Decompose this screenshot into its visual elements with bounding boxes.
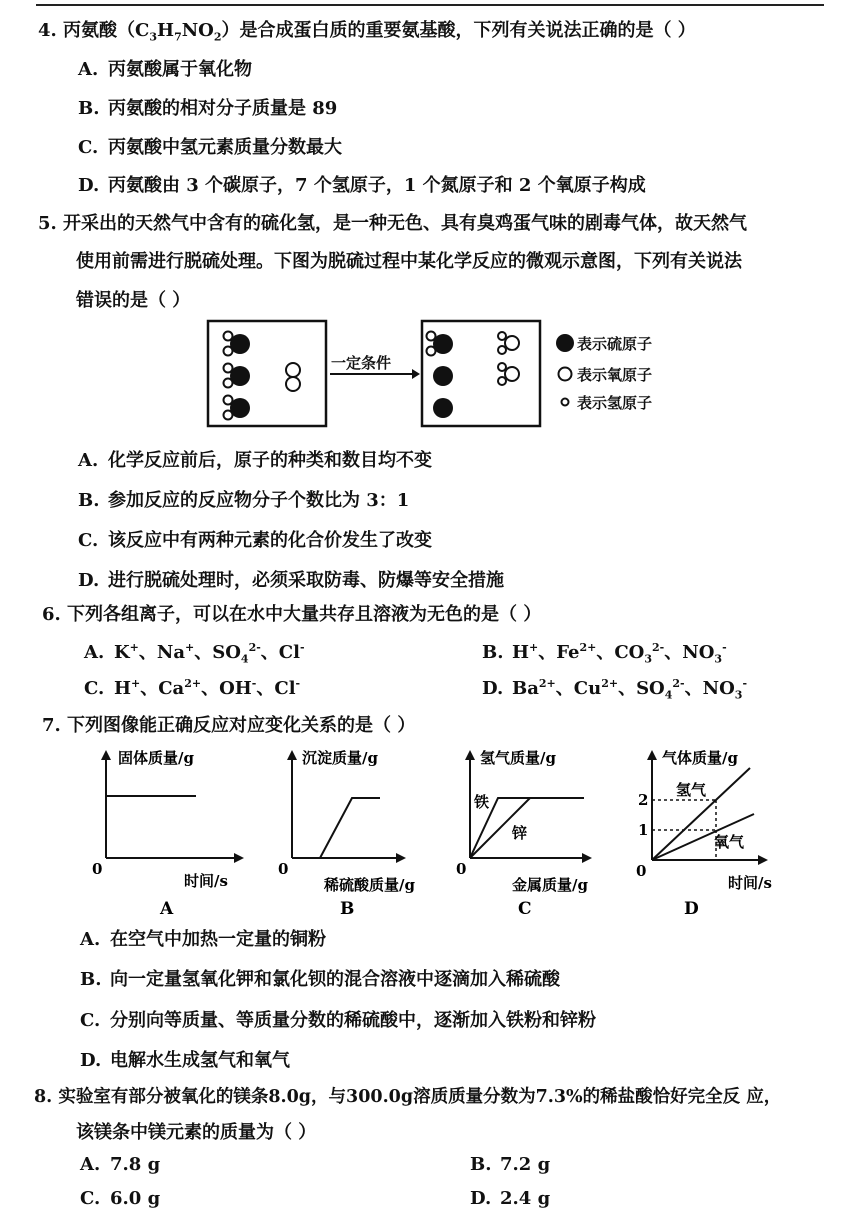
ion bbox=[212, 641, 261, 666]
table-bottom-border bbox=[36, 0, 824, 6]
ion bbox=[702, 677, 748, 702]
q4-sub: 3 bbox=[149, 30, 158, 44]
h2s-molecule bbox=[224, 364, 251, 388]
q4-option-b[interactable] bbox=[78, 94, 337, 120]
option-label: D. bbox=[482, 678, 504, 699]
ion-subscript: 4 bbox=[240, 652, 249, 666]
option-label: A. bbox=[78, 450, 99, 471]
ion-list bbox=[512, 641, 727, 666]
question-5-line-1: 5. 开采出的天然气中含有的硫化氢，是一种无色、具有臭鸡蛋气味的剧毒气体，故天然气 bbox=[38, 213, 748, 234]
y-axis-label: 气体质量/g bbox=[662, 749, 738, 767]
ion-charge: 2- bbox=[672, 677, 685, 690]
q4-stem-part: ）是合成蛋白质的重要氨基酸，下列有关说法正确的是（ ） bbox=[221, 20, 696, 41]
q7-option-b[interactable] bbox=[80, 965, 560, 991]
option-text: 丙氨酸由 3 个碳原子，7 个氢原子，1 个氮原子和 2 个氧原子构成 bbox=[108, 175, 646, 196]
separator: 、 bbox=[201, 678, 220, 699]
ion-list bbox=[114, 678, 300, 699]
graph-letter: B bbox=[340, 899, 355, 918]
ion-charge: 2+ bbox=[538, 677, 556, 690]
hydrogen-label: 氢气 bbox=[676, 781, 707, 799]
option-text: 丙氨酸中氢元素质量分数最大 bbox=[108, 137, 342, 158]
ion-charge: + bbox=[185, 641, 195, 654]
hydrogen-legend-icon bbox=[562, 399, 569, 406]
y-axis-label: 氢气质量/g bbox=[480, 749, 556, 767]
question-5-line-3: 错误的是（ ） bbox=[76, 290, 191, 311]
ion-subscript: 3 bbox=[714, 652, 723, 666]
ion-symbol: NO bbox=[682, 642, 715, 663]
question-8-line-1: 8. 实验室有部分被氧化的镁条8.0g，与300.0g溶质质量分数为7.3%的稀盐酸恰好完全反 应， bbox=[34, 1087, 782, 1107]
option-text: 电解水生成氢气和氧气 bbox=[110, 1050, 290, 1071]
q8-option-a[interactable] bbox=[80, 1154, 160, 1175]
ion-symbol: Fe bbox=[556, 642, 580, 663]
question-6-stem: 6. 下列各组离子，可以在水中大量共存且溶液为无色的是（ ） bbox=[42, 604, 542, 625]
origin-label: 0 bbox=[636, 862, 647, 880]
option-label: C. bbox=[84, 678, 105, 699]
ion-charge: - bbox=[722, 641, 727, 654]
ion-symbol: H bbox=[512, 642, 530, 663]
ion-charge: 2+ bbox=[579, 641, 597, 654]
o2-molecule bbox=[286, 363, 300, 391]
ion-charge: + bbox=[129, 641, 139, 654]
x-axis-label: 时间/s bbox=[728, 874, 772, 892]
q6-option-b[interactable] bbox=[482, 638, 727, 666]
option-text: 丙氨酸的相对分子质量是 89 bbox=[108, 98, 338, 119]
origin-label: 0 bbox=[278, 860, 289, 878]
graph-letter: D bbox=[684, 899, 699, 918]
graph-c bbox=[452, 748, 622, 918]
oxygen-legend-icon bbox=[559, 368, 572, 381]
q4-option-d[interactable] bbox=[78, 171, 646, 197]
ion bbox=[274, 678, 300, 699]
ion-symbol: NO bbox=[702, 678, 735, 699]
option-label: C. bbox=[78, 137, 99, 158]
graph-b bbox=[276, 748, 446, 918]
ion-symbol: Ba bbox=[512, 678, 539, 699]
option-text: 在空气中加热一定量的铜粉 bbox=[110, 929, 326, 950]
q8-option-b[interactable] bbox=[470, 1154, 550, 1175]
origin-label: 0 bbox=[92, 860, 103, 878]
ion-charge: - bbox=[295, 677, 301, 690]
option-text: 6.0 g bbox=[110, 1188, 161, 1209]
h2s-molecule bbox=[224, 396, 251, 420]
legend-symbols bbox=[553, 330, 577, 410]
option-label: C. bbox=[78, 530, 99, 551]
option-text: 该反应中有两种元素的化合价发生了改变 bbox=[108, 530, 432, 551]
sulfur-atom bbox=[433, 398, 453, 418]
ion bbox=[512, 678, 556, 699]
sulfur-legend-icon bbox=[556, 334, 574, 352]
q4-option-c[interactable] bbox=[78, 133, 342, 159]
question-5-line-2: 使用前需进行脱硫处理。下图为脱硫过程中某化学反应的微观示意图，下列有关说法 bbox=[76, 251, 742, 272]
q5-option-b[interactable] bbox=[78, 486, 409, 512]
arrow-label: 一定条件 bbox=[331, 354, 392, 372]
ion bbox=[114, 642, 139, 663]
h2o-molecule bbox=[498, 332, 519, 354]
q7-option-c[interactable] bbox=[80, 1006, 596, 1032]
option-label: C. bbox=[80, 1010, 101, 1031]
ion-subscript: 3 bbox=[734, 688, 743, 702]
separator: 、 bbox=[260, 642, 279, 663]
ion bbox=[512, 642, 538, 663]
y-axis-label: 固体质量/g bbox=[118, 749, 194, 767]
ion bbox=[614, 641, 665, 666]
option-label: B. bbox=[80, 969, 102, 990]
q5-option-c[interactable] bbox=[78, 526, 432, 552]
ion-symbol: Cu bbox=[573, 678, 602, 699]
y-axis-label: 沉淀质量/g bbox=[302, 749, 378, 767]
ion-charge: - bbox=[299, 641, 305, 654]
ion-symbol: K bbox=[114, 642, 130, 663]
q6-option-a[interactable] bbox=[84, 638, 305, 666]
separator: 、 bbox=[194, 642, 213, 663]
option-label: A. bbox=[80, 1154, 101, 1175]
q7-option-d[interactable] bbox=[80, 1046, 290, 1072]
option-text: 进行脱硫处理时，必须采取防毒、防爆等安全措施 bbox=[108, 570, 504, 591]
origin-label: 0 bbox=[456, 860, 467, 878]
q7-option-a[interactable] bbox=[80, 925, 326, 951]
ion-symbol: Cl bbox=[278, 642, 300, 663]
q5-option-a[interactable] bbox=[78, 446, 432, 472]
option-text: 化学反应前后，原子的种类和数目均不变 bbox=[108, 450, 432, 471]
option-text: 参加反应的反应物分子个数比为 3：1 bbox=[108, 490, 410, 511]
option-label: A. bbox=[80, 929, 101, 950]
ion-subscript: 3 bbox=[644, 652, 653, 666]
q4-sub: 2 bbox=[213, 30, 222, 44]
ion bbox=[219, 678, 256, 699]
separator: 、 bbox=[684, 678, 703, 699]
q5-option-d[interactable] bbox=[78, 566, 504, 592]
separator: 、 bbox=[140, 678, 159, 699]
option-label: D. bbox=[80, 1050, 102, 1071]
question-7-stem: 7. 下列图像能正确反应对应变化关系的是（ ） bbox=[42, 715, 416, 736]
ion-charge: 2+ bbox=[601, 677, 619, 690]
option-label: A. bbox=[84, 642, 105, 663]
q4-stem-part: H bbox=[157, 20, 175, 41]
option-label: C. bbox=[80, 1188, 101, 1209]
legend-hydrogen: 表示氢原子 bbox=[577, 394, 653, 412]
ion-list bbox=[512, 677, 748, 702]
separator: 、 bbox=[256, 678, 275, 699]
legend-oxygen: 表示氧原子 bbox=[577, 366, 653, 384]
ion-symbol: SO bbox=[212, 642, 241, 663]
zinc-label: 锌 bbox=[512, 824, 528, 842]
ion-symbol: Na bbox=[156, 642, 185, 663]
ion bbox=[636, 677, 685, 702]
ion bbox=[682, 641, 727, 666]
q6-option-c[interactable] bbox=[84, 674, 300, 700]
oxygen-label: 氧气 bbox=[714, 833, 745, 851]
q8-option-d[interactable] bbox=[470, 1188, 550, 1209]
ion bbox=[556, 642, 596, 663]
option-label: D. bbox=[470, 1188, 492, 1209]
question-8-line-2: 该镁条中镁元素的质量为（ ） bbox=[76, 1122, 317, 1143]
ion bbox=[574, 678, 618, 699]
iron-label: 铁 bbox=[474, 793, 490, 811]
option-text: 向一定量氢氧化钾和氯化钡的混合溶液中逐滴加入稀硫酸 bbox=[110, 969, 560, 990]
sulfur-atom bbox=[433, 366, 453, 386]
separator: 、 bbox=[138, 642, 157, 663]
x-axis-label: 稀硫酸质量/g bbox=[324, 876, 415, 894]
option-label: B. bbox=[482, 642, 504, 663]
ion bbox=[157, 642, 194, 663]
ion-symbol: H bbox=[114, 678, 132, 699]
tick-1: 1 bbox=[638, 821, 649, 839]
graph-letter: C bbox=[518, 899, 532, 918]
ion-symbol: CO bbox=[614, 642, 645, 663]
option-text: 分别向等质量、等质量分数的稀硫酸中，逐渐加入铁粉和锌粉 bbox=[110, 1010, 596, 1031]
option-label: B. bbox=[78, 490, 100, 511]
ion-symbol: OH bbox=[219, 678, 252, 699]
ion-charge: + bbox=[529, 641, 539, 654]
graph-letter: A bbox=[160, 899, 174, 918]
option-text: 丙氨酸属于氧化物 bbox=[108, 59, 252, 80]
h2o-molecule bbox=[498, 363, 519, 385]
option-label: A. bbox=[78, 59, 99, 80]
graph-a bbox=[88, 748, 258, 918]
h2s-molecule bbox=[427, 332, 454, 356]
tick-2: 2 bbox=[638, 791, 649, 809]
ion-symbol: Ca bbox=[158, 678, 185, 699]
ion bbox=[114, 678, 140, 699]
separator: 、 bbox=[538, 642, 557, 663]
ion-subscript: 4 bbox=[664, 688, 673, 702]
option-label: B. bbox=[470, 1154, 492, 1175]
separator: 、 bbox=[555, 678, 574, 699]
ion bbox=[158, 678, 201, 699]
q4-stem-part: 4. 丙氨酸（C bbox=[38, 20, 150, 41]
ion-charge: + bbox=[131, 677, 141, 690]
q6-option-d[interactable] bbox=[482, 674, 747, 702]
h2s-molecule bbox=[224, 332, 251, 356]
option-label: B. bbox=[78, 98, 100, 119]
separator: 、 bbox=[664, 642, 683, 663]
option-text: 7.2 g bbox=[500, 1154, 551, 1175]
q4-option-a[interactable] bbox=[78, 55, 252, 81]
question-4-stem bbox=[38, 16, 696, 44]
legend-sulfur: 表示硫原子 bbox=[577, 335, 653, 353]
option-label: D. bbox=[78, 175, 100, 196]
ion-charge: - bbox=[742, 677, 748, 690]
ion-charge: 2+ bbox=[184, 677, 202, 690]
ion-charge: - bbox=[251, 677, 257, 690]
separator: 、 bbox=[596, 642, 615, 663]
q8-option-c[interactable] bbox=[80, 1188, 160, 1209]
separator: 、 bbox=[618, 678, 637, 699]
ion bbox=[279, 642, 305, 663]
option-text: 2.4 g bbox=[500, 1188, 551, 1209]
x-axis-label: 时间/s bbox=[184, 872, 228, 890]
option-label: D. bbox=[78, 570, 100, 591]
reaction-diagram bbox=[200, 318, 560, 430]
x-axis-label: 金属质量/g bbox=[512, 876, 588, 894]
ion-symbol: Cl bbox=[274, 678, 296, 699]
graph-d bbox=[632, 748, 822, 918]
ion-symbol: SO bbox=[636, 678, 665, 699]
q4-sub: 7 bbox=[174, 30, 182, 44]
ion-charge: 2- bbox=[248, 641, 261, 654]
option-text: 7.8 g bbox=[110, 1154, 161, 1175]
precipitate-line bbox=[320, 798, 380, 858]
ion-list bbox=[114, 641, 305, 666]
q4-stem-part: NO bbox=[181, 20, 214, 41]
ion-charge: 2- bbox=[652, 641, 665, 654]
